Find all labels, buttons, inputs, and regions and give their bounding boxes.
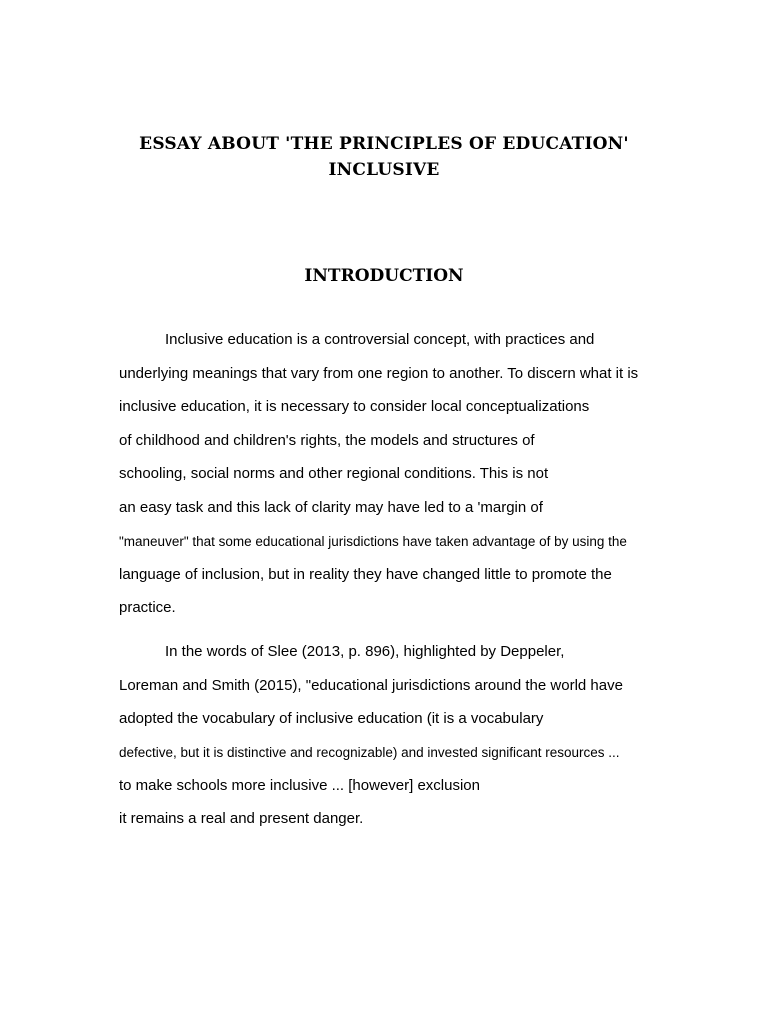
paragraph-1-line: language of inclusion, but in reality they have changed little to promote the bbox=[119, 566, 612, 583]
paragraph-1-line: inclusive education, it is necessary to consider local conceptualizations bbox=[119, 398, 590, 415]
paragraph-1-line: underlying meanings that vary from one region to another. To discern what it is bbox=[119, 365, 639, 382]
paragraph-1-line: schooling, social norms and other regional conditions. This is not bbox=[119, 465, 549, 482]
paragraph-2-line: In the words of Slee (2013, p. 896), highlighted by Deppeler, bbox=[165, 643, 565, 660]
paragraph-2-line: to make schools more inclusive ... [however] exclusion bbox=[119, 777, 480, 794]
paragraph-1-line: practice. bbox=[119, 599, 176, 616]
paragraph-1-line: of childhood and children's rights, the models and structures of bbox=[119, 432, 535, 449]
paragraph-1-line: "maneuver" that some educational jurisdictions have taken advantage of by using the bbox=[119, 534, 627, 549]
section-heading-introduction: INTRODUCTION bbox=[304, 266, 464, 286]
paragraph-2-line: defective, but it is distinctive and recognizable) and invested significant resources ... bbox=[119, 745, 620, 760]
paragraph-2-line: Loreman and Smith (2015), "educational jurisdictions around the world have bbox=[119, 677, 623, 694]
paragraph-2-line: adopted the vocabulary of inclusive education (it is a vocabulary bbox=[119, 710, 544, 727]
paragraph-1-line: an easy task and this lack of clarity may have led to a 'margin of bbox=[119, 499, 543, 516]
document-title-line-2: INCLUSIVE bbox=[328, 160, 440, 180]
paragraph-1-line: Inclusive education is a controversial concept, with practices and bbox=[165, 331, 595, 348]
document-title-line-1: ESSAY ABOUT 'THE PRINCIPLES OF EDUCATION' bbox=[139, 134, 629, 154]
paragraph-2-line: it remains a real and present danger. bbox=[119, 810, 364, 827]
